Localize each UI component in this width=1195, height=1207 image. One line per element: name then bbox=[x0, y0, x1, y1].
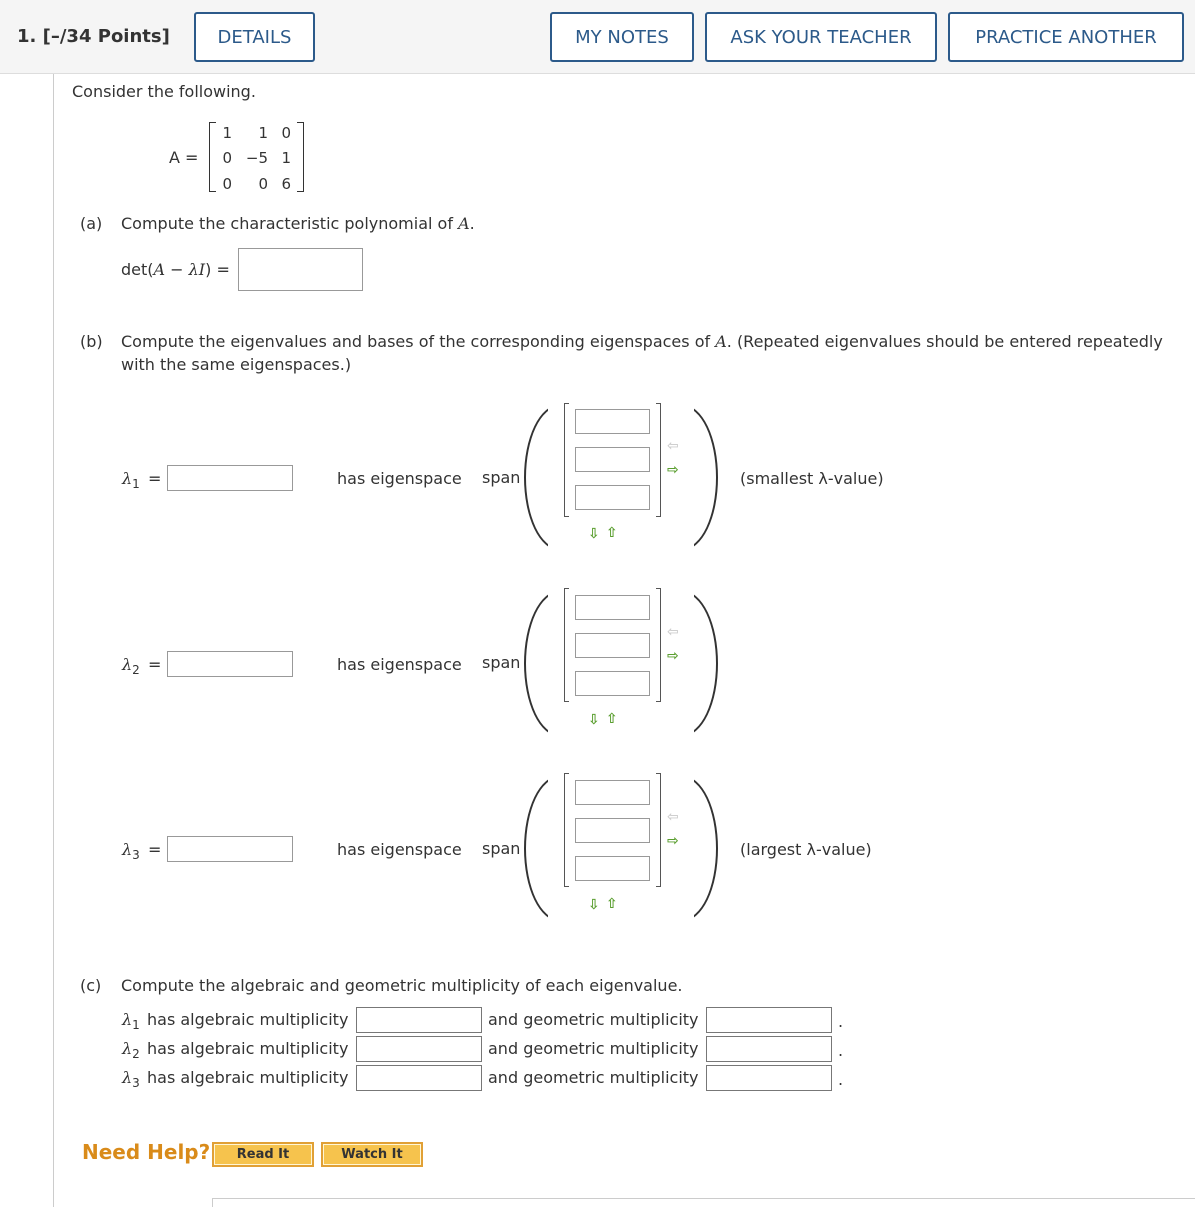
span-left-paren bbox=[518, 405, 548, 550]
lambda-1-label: $\lambda_1$ bbox=[122, 469, 140, 492]
bottom-divider bbox=[212, 1198, 1195, 1199]
period: . bbox=[838, 1041, 844, 1060]
geometric-multiplicity-3-input[interactable] bbox=[706, 1065, 832, 1091]
algebraic-label: has algebraic multiplicity bbox=[147, 1068, 349, 1087]
period: . bbox=[838, 1070, 844, 1089]
part-c-label: (c) bbox=[80, 976, 102, 995]
eigenvector-2-entry-3[interactable] bbox=[575, 671, 650, 696]
lambda-2-label: $\lambda_2$ bbox=[122, 655, 140, 678]
span-label: span bbox=[482, 468, 521, 487]
part-b-prompt-line2: with the same eigenspaces.) bbox=[121, 355, 352, 374]
lambda-2-label: $\lambda_2$ bbox=[122, 1039, 140, 1062]
algebraic-label: has algebraic multiplicity bbox=[147, 1039, 349, 1058]
need-help-label: Need Help? bbox=[82, 1140, 211, 1164]
span-left-paren bbox=[518, 591, 548, 736]
add-row-arrow-icon[interactable]: ⇩ bbox=[588, 526, 600, 542]
span-right-paren bbox=[694, 591, 724, 736]
eigenvector-1-entry-2[interactable] bbox=[575, 447, 650, 472]
matrix-cell: 1 bbox=[258, 124, 268, 142]
has-eigenspace-label: has eigenspace bbox=[337, 840, 462, 859]
watch-it-button[interactable]: Watch It bbox=[321, 1142, 423, 1167]
lambda-3-input[interactable] bbox=[167, 836, 293, 862]
bottom-divider-edge bbox=[212, 1198, 213, 1207]
matrix-cell: 1 bbox=[281, 149, 291, 167]
largest-lambda-note: (largest λ-value) bbox=[740, 840, 872, 859]
part-b-prompt-line1: Compute the eigenvalues and bases of the corresponding eigenspaces of A. (Repeated eigenvalues should be entered repeatedly bbox=[121, 332, 1163, 351]
eigenvector-3-entry-1[interactable] bbox=[575, 780, 650, 805]
vector-right-bracket bbox=[656, 588, 661, 702]
span-label: span bbox=[482, 653, 521, 672]
algebraic-label: has algebraic multiplicity bbox=[147, 1010, 349, 1029]
eigenvector-2-entry-1[interactable] bbox=[575, 595, 650, 620]
eigenvector-1-entry-1[interactable] bbox=[575, 409, 650, 434]
eigenvector-3-entry-3[interactable] bbox=[575, 856, 650, 881]
smallest-lambda-note: (smallest λ-value) bbox=[740, 469, 884, 488]
remove-column-arrow-icon[interactable]: ⇦ bbox=[667, 624, 679, 640]
equals-sign: = bbox=[148, 840, 162, 859]
equals-sign: = bbox=[148, 655, 162, 674]
my-notes-button[interactable]: MY NOTES bbox=[550, 12, 694, 62]
has-eigenspace-label: has eigenspace bbox=[337, 655, 462, 674]
details-button[interactable]: DETAILS bbox=[194, 12, 315, 62]
vector-left-bracket bbox=[564, 403, 569, 517]
problem-intro: Consider the following. bbox=[72, 82, 256, 101]
equals-sign: = bbox=[148, 469, 162, 488]
part-c-prompt: Compute the algebraic and geometric multiplicity of each eigenvalue. bbox=[121, 976, 683, 995]
matrix-cell: 0 bbox=[258, 175, 268, 193]
add-column-arrow-icon[interactable]: ⇨ bbox=[667, 648, 679, 664]
matrix-cell: 0 bbox=[222, 149, 232, 167]
matrix-cell: 1 bbox=[222, 124, 232, 142]
geometric-label: and geometric multiplicity bbox=[488, 1010, 699, 1029]
has-eigenspace-label: has eigenspace bbox=[337, 469, 462, 488]
matrix-right-bracket bbox=[297, 122, 304, 192]
matrix-label: A = bbox=[169, 148, 199, 167]
period: . bbox=[838, 1012, 844, 1031]
span-right-paren bbox=[694, 776, 724, 921]
eigenvector-2-entry-2[interactable] bbox=[575, 633, 650, 658]
remove-column-arrow-icon[interactable]: ⇦ bbox=[667, 438, 679, 454]
ask-your-teacher-button[interactable]: ASK YOUR TEACHER bbox=[705, 12, 937, 62]
part-a-prompt: Compute the characteristic polynomial of A. bbox=[121, 214, 475, 233]
lambda-3-label: $\lambda_3$ bbox=[122, 840, 140, 863]
det-label: det(A − λI) = bbox=[121, 260, 230, 279]
add-column-arrow-icon[interactable]: ⇨ bbox=[667, 462, 679, 478]
lambda-2-input[interactable] bbox=[167, 651, 293, 677]
add-row-arrow-icon[interactable]: ⇩ bbox=[588, 712, 600, 728]
remove-row-arrow-icon[interactable]: ⇧ bbox=[606, 711, 618, 727]
remove-row-arrow-icon[interactable]: ⇧ bbox=[606, 896, 618, 912]
vector-right-bracket bbox=[656, 773, 661, 887]
geometric-label: and geometric multiplicity bbox=[488, 1068, 699, 1087]
geometric-multiplicity-1-input[interactable] bbox=[706, 1007, 832, 1033]
matrix-cell: 6 bbox=[281, 175, 291, 193]
add-column-arrow-icon[interactable]: ⇨ bbox=[667, 833, 679, 849]
part-a-label: (a) bbox=[80, 214, 103, 233]
characteristic-polynomial-input[interactable] bbox=[238, 248, 363, 291]
lambda-3-label: $\lambda_3$ bbox=[122, 1068, 140, 1091]
add-row-arrow-icon[interactable]: ⇩ bbox=[588, 897, 600, 913]
matrix-cell: −5 bbox=[245, 149, 268, 167]
matrix-cell: 0 bbox=[281, 124, 291, 142]
algebraic-multiplicity-3-input[interactable] bbox=[356, 1065, 482, 1091]
span-label: span bbox=[482, 839, 521, 858]
remove-row-arrow-icon[interactable]: ⇧ bbox=[606, 525, 618, 541]
vector-left-bracket bbox=[564, 588, 569, 702]
question-title: 1. [–/34 Points] bbox=[17, 26, 170, 47]
content-left-rule bbox=[53, 74, 54, 1207]
read-it-button[interactable]: Read It bbox=[212, 1142, 314, 1167]
eigenvector-1-entry-3[interactable] bbox=[575, 485, 650, 510]
algebraic-multiplicity-2-input[interactable] bbox=[356, 1036, 482, 1062]
matrix-cell: 0 bbox=[222, 175, 232, 193]
span-left-paren bbox=[518, 776, 548, 921]
part-b-label: (b) bbox=[80, 332, 103, 351]
practice-another-button[interactable]: PRACTICE ANOTHER bbox=[948, 12, 1184, 62]
vector-right-bracket bbox=[656, 403, 661, 517]
remove-column-arrow-icon[interactable]: ⇦ bbox=[667, 809, 679, 825]
question-header bbox=[0, 0, 1195, 74]
eigenvector-3-entry-2[interactable] bbox=[575, 818, 650, 843]
geometric-multiplicity-2-input[interactable] bbox=[706, 1036, 832, 1062]
lambda-1-input[interactable] bbox=[167, 465, 293, 491]
algebraic-multiplicity-1-input[interactable] bbox=[356, 1007, 482, 1033]
lambda-1-label: $\lambda_1$ bbox=[122, 1010, 140, 1033]
vector-left-bracket bbox=[564, 773, 569, 887]
span-right-paren bbox=[694, 405, 724, 550]
geometric-label: and geometric multiplicity bbox=[488, 1039, 699, 1058]
